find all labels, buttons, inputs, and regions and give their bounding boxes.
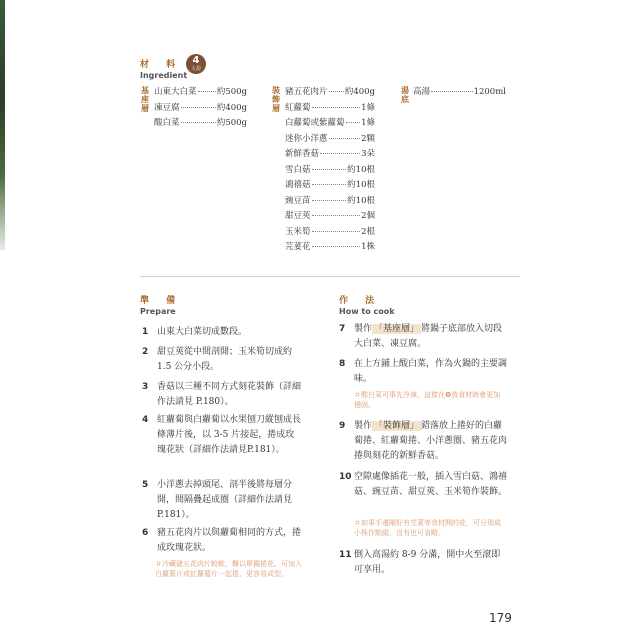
prepare-title-en: Prepare — [140, 307, 176, 316]
ingredient-quantity: 約500g — [216, 118, 247, 128]
ingredient-quantity: 約10根 — [347, 164, 375, 175]
step-text: 小洋蔥去掉頭尾、剖半後將每層分開，間隔疊起成圈（詳細作法請見P.181）。 — [157, 480, 293, 520]
materials-title-cn: 材 料 — [140, 60, 183, 70]
ingredient-row — [154, 85, 247, 101]
leader-dots — [312, 231, 361, 232]
step-text: 豬五花肉片以與蘿蔔相同的方式，捲成玫瑰花狀。 — [157, 528, 302, 553]
ingredient-name: 雪白菇 — [285, 164, 311, 175]
step-number: 2 — [142, 347, 149, 357]
edge-photo-strip — [0, 0, 5, 250]
step-number: 7 — [339, 324, 346, 334]
step-number: 3 — [142, 382, 149, 392]
section-divider — [140, 276, 520, 277]
leader-dots — [312, 184, 347, 185]
leader-dots — [312, 200, 347, 201]
howto-step — [339, 357, 509, 387]
materials-heading — [140, 57, 187, 80]
howto-step — [339, 322, 509, 352]
ingredient-quantity: 約10根 — [347, 195, 375, 206]
leader-dots — [312, 215, 361, 216]
ingredient-quantity: 1200ml — [473, 87, 506, 97]
ingredient-quantity: 1株 — [361, 242, 375, 252]
ingredient-name: 凍豆腐 — [154, 102, 180, 113]
ingredient-name: 酸白菜 — [154, 118, 180, 128]
ingredient-row — [285, 240, 375, 256]
howto-title-en: How to cook — [339, 307, 395, 316]
step-text: 倒入高湯約 8-9 分滿，開中火至滾即可享用。 — [354, 550, 501, 575]
step-text-post: 將鍋子底部放入切段大白菜、凍豆腐。 — [354, 324, 503, 349]
step-text-pre: 製作 — [354, 421, 373, 431]
step-text: 山東大白菜切成數段。 — [157, 327, 248, 337]
leader-dots — [320, 153, 360, 154]
howto-step — [339, 419, 509, 464]
leader-dots — [181, 122, 216, 123]
decor-layer-label: 裝飾層 — [272, 86, 280, 113]
leader-dots — [198, 91, 216, 92]
ingredient-quantity: 約500g — [216, 87, 247, 97]
ingredient-row — [285, 194, 375, 210]
step-text: 空隙處像插花一般，插入雪白菇、鴻禧菇、豌豆苗、甜豆莢、玉米筍作裝飾。 — [354, 472, 508, 497]
howto-title-cn: 作 法 — [339, 296, 382, 306]
step-number: 8 — [339, 359, 346, 369]
ingredient-row — [285, 225, 375, 241]
step-number: 4 — [142, 415, 149, 425]
ingredient-name: 甜豆莢 — [285, 211, 311, 221]
ingredient-row — [285, 178, 375, 194]
howto-heading — [339, 293, 395, 316]
ingredient-row — [154, 116, 247, 132]
leader-dots — [329, 91, 344, 92]
step-text: 甜豆莢從中間剖開；玉米筍切成約1.5 公分小段。 — [157, 347, 293, 372]
step-highlight: 「裝飾層」 — [374, 421, 420, 431]
ingredient-name: 玉米筍 — [285, 226, 311, 237]
ingredient-quantity: 2根 — [361, 226, 375, 237]
ingredient-quantity: 約10根 — [347, 180, 375, 190]
leader-dots — [312, 107, 361, 108]
ingredient-name: 迷你小洋蔥 — [285, 133, 328, 144]
ingredient-name: 新鮮香菇 — [285, 149, 320, 159]
soup-label: 湯底 — [401, 86, 409, 104]
step-number: 6 — [142, 528, 149, 538]
ingredient-row — [413, 85, 506, 101]
ingredient-name: 高湯 — [413, 87, 431, 97]
howto-step — [339, 548, 509, 578]
ingredient-quantity: 約400g — [344, 87, 375, 97]
step-number: 9 — [339, 421, 346, 431]
servings-unit: 人份 — [190, 66, 201, 72]
prepare-title-cn: 準 備 — [140, 296, 183, 306]
ingredient-name: 山東大白菜 — [154, 87, 197, 97]
ingredient-row — [285, 147, 375, 163]
ingredient-name: 芫荽花 — [285, 242, 311, 252]
ingredient-quantity: 1條 — [361, 102, 375, 113]
step-text-pre: 製作 — [354, 324, 373, 334]
step-number: 10 — [339, 472, 352, 482]
ingredient-row — [154, 101, 247, 117]
ingredient-name: 豌豆苗 — [285, 195, 311, 206]
step-number: 11 — [339, 550, 352, 560]
howto-tip-note: ＃酸白菜可事先冷凍，這樣在❾放食材時會更加穩固。 — [354, 391, 501, 409]
step-text: 香菇以三種不同方式刻花裝飾（詳細作法請見 P.180）。 — [157, 382, 302, 407]
step-number: 5 — [142, 480, 149, 490]
prepare-step — [142, 380, 302, 410]
ingredient-row — [285, 116, 375, 132]
leader-dots — [312, 169, 347, 170]
ingredient-row — [285, 163, 375, 179]
prepare-step — [142, 526, 302, 556]
ingredient-quantity: 2顆 — [361, 133, 375, 144]
ingredient-name: 白蘿蔔或紫蘿蔔 — [285, 118, 345, 128]
leader-dots — [312, 246, 361, 247]
step-text-post: 錯落放上捲好的白蘿蔔捲、紅蘿蔔捲、小洋蔥圈、豬五花肉捲與刻花的新鮮香菇。 — [354, 421, 508, 461]
prepare-step — [142, 413, 302, 458]
ingredient-row — [285, 209, 375, 225]
soup-ingredients-list — [413, 85, 506, 101]
ingredient-name: 鴻禧菇 — [285, 180, 311, 190]
prepare-step — [142, 478, 302, 523]
page-number: 179 — [489, 611, 512, 625]
leader-dots — [346, 122, 361, 123]
prepare-tip-note: ＃冷藏豬五花肉片較軟，難以單獨捲花。可加入白蘿蔔片或紅蘿蔔片一起捲，更容易成型。 — [155, 560, 302, 578]
prepare-step — [142, 345, 302, 375]
step-highlight: 「基座層」 — [374, 324, 420, 334]
ingredient-quantity: 1條 — [361, 118, 375, 128]
ingredient-quantity: 約400g — [216, 102, 247, 113]
servings-badge — [186, 54, 206, 74]
materials-title-en: Ingredient — [140, 71, 188, 80]
ingredient-row — [285, 132, 375, 148]
leader-dots — [329, 138, 361, 139]
ingredient-row — [285, 101, 375, 117]
ingredient-quantity: 2個 — [361, 211, 375, 221]
ingredient-name: 紅蘿蔔 — [285, 102, 311, 113]
howto-step — [339, 470, 509, 500]
servings-number: 4 — [192, 55, 200, 66]
step-number: 1 — [142, 327, 149, 337]
ingredient-quantity: 3朵 — [361, 149, 375, 159]
prepare-heading — [140, 293, 182, 316]
decor-ingredients-list — [285, 85, 375, 256]
prepare-step — [142, 325, 302, 340]
step-text: 在上方鋪上酸白菜，作為火鍋的主要調味。 — [354, 359, 508, 384]
ingredient-row — [285, 85, 375, 101]
leader-dots — [181, 107, 216, 108]
howto-tip-note: ＃如果手邊剛好有芫荽等食材開的花，可分別成小株作點綴，沒有也可省略。 — [354, 519, 501, 537]
ingredient-name: 豬五花肉片 — [285, 87, 328, 97]
leader-dots — [431, 91, 473, 92]
base-layer-label: 基座層 — [141, 86, 149, 113]
base-ingredients-list — [154, 85, 247, 132]
step-text: 紅蘿蔔與白蘿蔔以水果刨刀縱刨成長條薄片後，以 3-5 片接起，捲成玫瑰花狀（詳細作法請見P.181）。 — [157, 415, 302, 455]
